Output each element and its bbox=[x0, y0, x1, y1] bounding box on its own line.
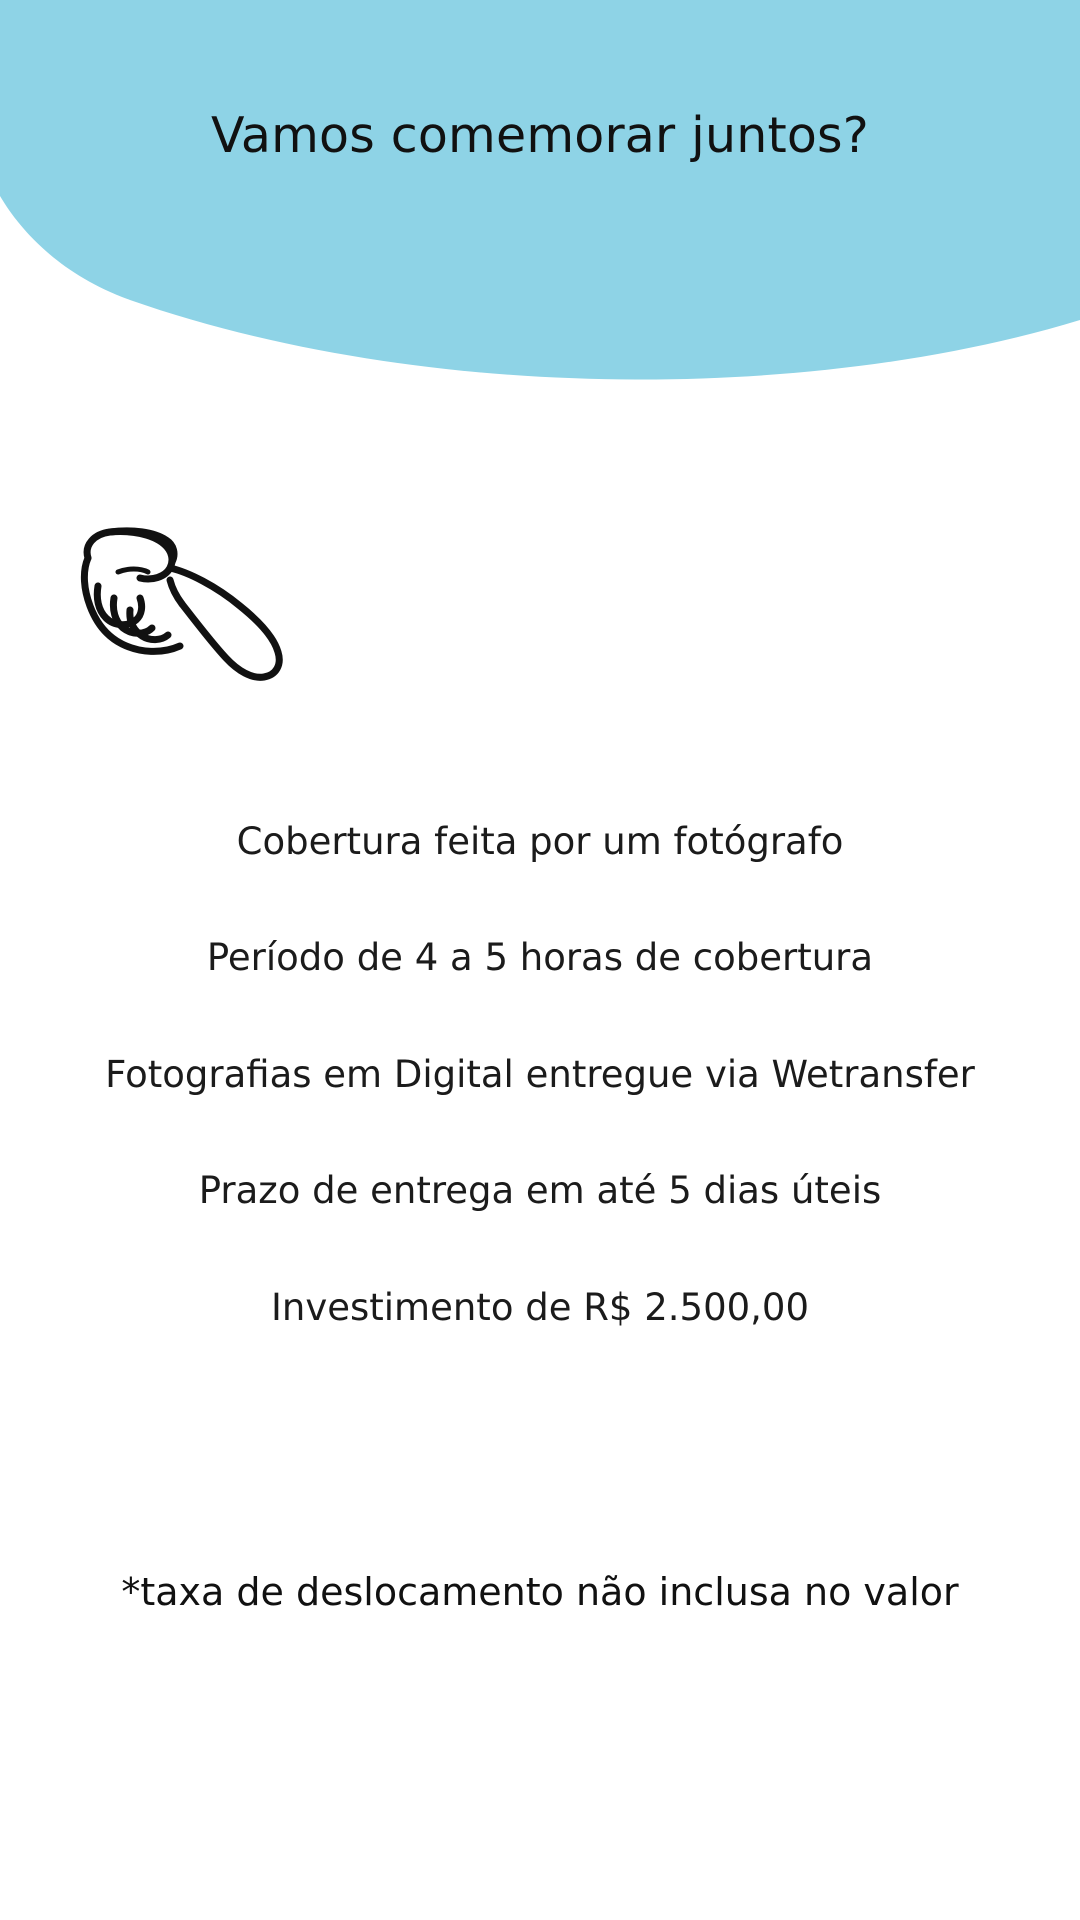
list-item: Período de 4 a 5 horas de cobertura bbox=[206, 936, 874, 980]
list-item: Fotografias em Digital entregue via Wetransfer bbox=[105, 1052, 975, 1096]
page-title: Vamos comemorar juntos? bbox=[210, 106, 869, 164]
details-list bbox=[0, 820, 1080, 1330]
list-item: Cobertura feita por um fotógrafo bbox=[236, 820, 844, 863]
list-item: Prazo de entrega em até 5 dias úteis bbox=[198, 1169, 882, 1213]
list-item: Investimento de R$ 2.500,00 bbox=[270, 1285, 810, 1329]
pointing-hand-icon bbox=[70, 520, 310, 720]
footnote: *taxa de deslocamento não inclusa no valor bbox=[121, 1570, 959, 1614]
